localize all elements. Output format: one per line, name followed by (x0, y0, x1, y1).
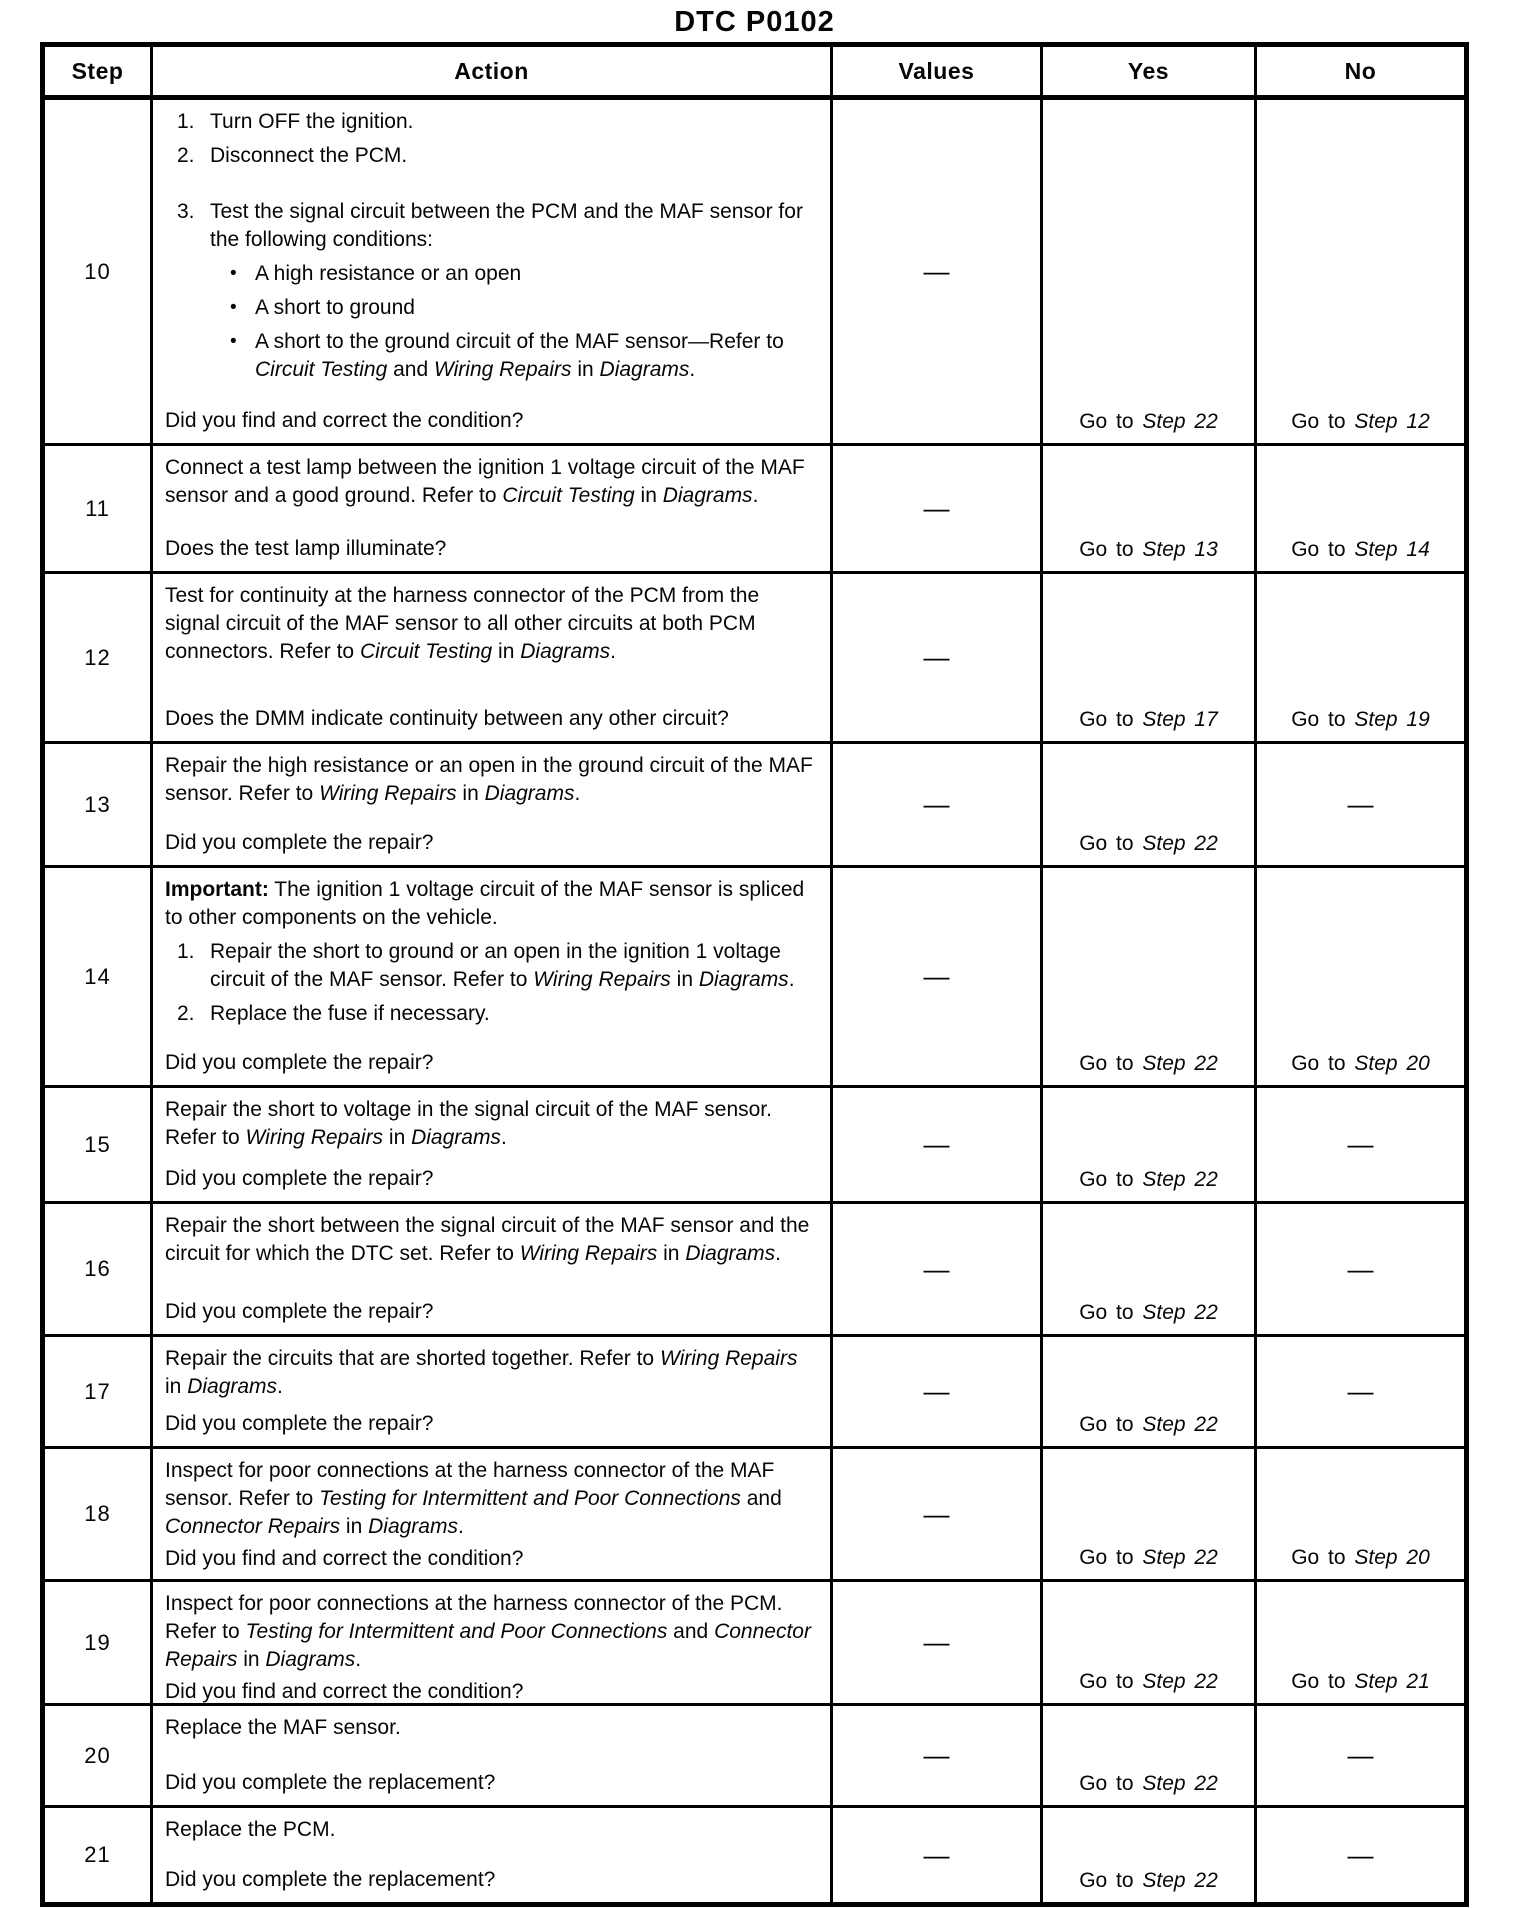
no-cell (1254, 868, 1464, 1085)
yes-cell (1040, 1706, 1254, 1805)
step-number-cell: 12 (84, 644, 111, 670)
header-cell-yes: Yes (1040, 47, 1254, 95)
bullet-icon: • (230, 331, 237, 352)
yes-cell (1040, 574, 1254, 741)
text-segment: Go to (1079, 1772, 1143, 1795)
no-cell: — (1254, 1204, 1464, 1334)
action-paragraph (165, 1345, 816, 1401)
text-segment: Wiring Repairs (533, 968, 671, 991)
text-segment: in (670, 968, 699, 991)
action-question (165, 1765, 816, 1797)
text-segment: in (165, 1375, 188, 1398)
text-segment: Diagrams (685, 1242, 776, 1265)
text-segment: Step 22 (1142, 1301, 1218, 1324)
table-row (45, 97, 1464, 443)
goto-text (1079, 1869, 1218, 1893)
text-segment: Go to (1291, 410, 1355, 433)
values-cell: — (830, 1088, 1040, 1201)
text-segment: Did you complete the repair? (165, 831, 434, 854)
dtc-table (40, 42, 1469, 1907)
text-segment: Did you complete the repair? (165, 1412, 434, 1435)
action-cell (150, 1204, 830, 1334)
text-segment: Diagrams (484, 782, 575, 805)
table-body (45, 97, 1464, 1902)
goto-text (1079, 1052, 1218, 1076)
text-segment: Diagrams (662, 484, 753, 507)
list-number: 2. (177, 144, 195, 167)
text-segment: Diagrams (520, 640, 611, 663)
text-segment: and (740, 1487, 782, 1510)
action-cell (150, 1706, 830, 1805)
values-cell: — (830, 574, 1040, 741)
step-number-cell: 14 (84, 963, 111, 989)
text-segment: Disconnect the PCM. (210, 144, 408, 167)
goto-text (1079, 1772, 1218, 1796)
text-segment: Repair the short to voltage in the signal circuit of the MAF sensor. Refer to (165, 1098, 772, 1149)
bullet-icon: • (230, 263, 237, 284)
action-question (165, 1862, 816, 1894)
text-segment: . (574, 782, 581, 805)
step-number-cell: 19 (84, 1629, 111, 1655)
text-segment: Go to (1291, 1546, 1355, 1569)
values-cell: — (830, 1706, 1040, 1805)
goto-text (1291, 1670, 1430, 1694)
text-segment: . (689, 358, 696, 381)
text-segment: Go to (1291, 708, 1355, 731)
yes-cell (1040, 1449, 1254, 1579)
text-segment: Did you complete the replacement? (165, 1771, 496, 1794)
text-segment: . (775, 1242, 782, 1265)
goto-text (1079, 538, 1218, 562)
text-segment: Step 22 (1142, 1869, 1218, 1892)
text-segment: Go to (1079, 1869, 1143, 1892)
action-question (165, 1406, 816, 1438)
list-number: 3. (177, 200, 195, 223)
action-paragraph (165, 938, 816, 994)
values-cell: — (830, 868, 1040, 1085)
text-segment: Step 17 (1142, 708, 1218, 731)
header-cell-values: Values (830, 47, 1040, 95)
table-header-row (45, 47, 1464, 97)
header-cell-action: Action (150, 47, 830, 95)
text-segment: Wiring Repairs (519, 1242, 658, 1265)
text-segment: Did you find and correct the condition? (165, 409, 524, 432)
text-segment: in (340, 1515, 369, 1538)
goto-text (1291, 1052, 1430, 1076)
table-row (45, 1446, 1464, 1579)
text-segment: Inspect for poor connections at the harness connector of the MAF sensor. Refer to (165, 1459, 775, 1510)
text-segment: Step 22 (1142, 1772, 1218, 1795)
text-segment: . (277, 1375, 283, 1398)
action-question (165, 403, 816, 435)
values-cell: — (830, 1808, 1040, 1902)
text-segment: in (492, 640, 521, 663)
text-segment: Did you find and correct the condition? (165, 1680, 524, 1703)
text-segment: Step 22 (1142, 410, 1218, 433)
action-paragraph (165, 1212, 816, 1268)
text-segment: Step 22 (1142, 832, 1218, 855)
table-row (45, 1334, 1464, 1446)
text-segment: Go to (1079, 410, 1143, 433)
step-number-cell: 17 (84, 1378, 111, 1404)
table-row (45, 1703, 1464, 1805)
no-cell: — (1254, 1808, 1464, 1902)
text-segment: in (456, 782, 485, 805)
text-segment: . (500, 1126, 507, 1149)
no-cell (1254, 446, 1464, 571)
list-number: 1. (177, 940, 195, 963)
text-segment: Connector Repairs (165, 1620, 811, 1671)
text-segment: Go to (1079, 1052, 1143, 1075)
action-paragraph (165, 108, 816, 136)
action-paragraph (165, 582, 816, 666)
values-cell: — (830, 1449, 1040, 1579)
action-paragraph (165, 142, 816, 170)
action-cell (150, 1449, 830, 1579)
step-number-cell: 16 (84, 1256, 111, 1281)
text-segment: Go to (1079, 708, 1143, 731)
action-paragraph (165, 260, 816, 288)
text-segment: Go to (1079, 1670, 1143, 1693)
goto-text (1291, 1546, 1430, 1570)
text-segment: The ignition 1 voltage circuit of the MAF sensor is spliced to other components on the vehicle. (165, 878, 805, 929)
action-question (165, 1294, 816, 1326)
text-segment: Circuit Testing (502, 484, 635, 507)
text-segment: Repair the high resistance or an open in the ground circuit of the MAF sensor. Refer to (165, 754, 813, 805)
step-number-cell: 10 (84, 258, 111, 284)
text-segment: in (657, 1242, 686, 1265)
yes-cell (1040, 1582, 1254, 1703)
text-segment: Repair the circuits that are shorted together. Refer to (165, 1347, 660, 1370)
goto-text (1291, 410, 1430, 434)
step-number-cell: 18 (84, 1501, 111, 1526)
text-segment: Connect a test lamp between the ignition 1 voltage circuit of the MAF sensor and a good ground. Refer to (165, 456, 805, 507)
table-row (45, 1085, 1464, 1201)
text-segment: Test the signal circuit between the PCM and the MAF sensor for the following conditions: (210, 200, 803, 251)
action-paragraph (165, 1590, 816, 1674)
text-segment: Wiring Repairs (319, 782, 457, 805)
text-segment: Connector Repairs (165, 1515, 341, 1538)
no-cell (1254, 1582, 1464, 1703)
table-row (45, 1805, 1464, 1902)
text-segment: in (571, 358, 600, 381)
text-segment: . (457, 1515, 464, 1538)
action-question (165, 1161, 816, 1193)
text-segment: Go to (1079, 1168, 1143, 1191)
text-segment: Step 22 (1142, 1670, 1218, 1693)
text-segment: Circuit Testing (359, 640, 493, 663)
no-cell (1254, 1449, 1464, 1579)
text-segment: Wiring Repairs (245, 1126, 384, 1149)
goto-text (1079, 410, 1218, 434)
text-segment: Step 20 (1354, 1546, 1430, 1569)
goto-text (1079, 1670, 1218, 1694)
text-segment: Go to (1079, 1546, 1143, 1569)
goto-text (1079, 708, 1218, 732)
text-segment: Go to (1079, 538, 1143, 561)
table-row (45, 571, 1464, 741)
action-paragraph (165, 198, 816, 254)
text-segment: Replace the MAF sensor. (165, 1716, 401, 1739)
action-cell (150, 1337, 830, 1446)
list-number: 1. (177, 110, 195, 133)
action-paragraph (165, 454, 816, 510)
values-cell: — (830, 1204, 1040, 1334)
text-segment: Step 21 (1354, 1670, 1430, 1693)
text-segment: Diagrams (265, 1648, 356, 1671)
action-paragraph (165, 876, 816, 932)
table-row (45, 1201, 1464, 1334)
text-segment: A short to the ground circuit of the MAF sensor—Refer to (255, 330, 784, 353)
yes-cell (1040, 1337, 1254, 1446)
text-segment: Diagrams (599, 358, 690, 381)
text-segment: Step 22 (1142, 1052, 1218, 1075)
text-segment: Repair the short between the signal circuit of the MAF sensor and the circuit for which the DTC set. Refer to (165, 1214, 810, 1265)
text-segment: Step 22 (1142, 1168, 1218, 1191)
text-segment: Does the DMM indicate continuity between any other circuit? (165, 707, 729, 730)
text-segment: Did you complete the repair? (165, 1167, 434, 1190)
header-cell-step: Step (71, 57, 124, 84)
text-segment: Testing for Intermittent and Poor Connections (245, 1620, 668, 1643)
table-row (45, 865, 1464, 1085)
text-segment: Diagrams (411, 1126, 501, 1149)
text-segment: and (387, 358, 434, 381)
text-segment: . (355, 1648, 362, 1671)
page-title: DTC P0102 (674, 6, 835, 38)
action-cell (150, 1088, 830, 1201)
no-cell (1254, 100, 1464, 443)
step-number-cell: 21 (84, 1842, 111, 1867)
text-segment: Test for continuity at the harness connector of the PCM from the signal circuit of the MAF sensor to all other circuits at both PCM connectors. Refer to (165, 584, 760, 663)
text-segment: Inspect for poor connections at the harness connector of the PCM. Refer to (165, 1592, 783, 1643)
text-segment: Circuit Testing (255, 358, 388, 381)
action-question (165, 1674, 816, 1703)
text-segment: Wiring Repairs (434, 358, 572, 381)
yes-cell (1040, 1204, 1254, 1334)
table-row (45, 443, 1464, 571)
text-segment: Go to (1079, 1413, 1143, 1436)
action-question (165, 825, 816, 857)
step-number-cell: 11 (85, 495, 110, 521)
goto-text (1079, 1301, 1218, 1325)
text-segment: Replace the fuse if necessary. (210, 1002, 490, 1025)
values-cell: — (830, 744, 1040, 865)
values-cell: — (830, 446, 1040, 571)
action-cell (150, 1808, 830, 1902)
text-segment: Step 22 (1142, 1546, 1218, 1569)
action-paragraph (165, 1457, 816, 1541)
text-segment: in (383, 1126, 412, 1149)
action-paragraph (165, 328, 816, 384)
header-cell-no: No (1254, 47, 1464, 95)
text-segment: Testing for Intermittent and Poor Connections (319, 1487, 741, 1510)
values-cell: — (830, 1582, 1040, 1703)
text-segment: Diagrams (698, 968, 789, 991)
goto-text (1079, 832, 1218, 856)
table-row (45, 1579, 1464, 1703)
text-segment: Step 19 (1354, 708, 1430, 731)
text-segment: Does the test lamp illuminate? (165, 537, 447, 560)
table-row (45, 741, 1464, 865)
step-number-cell: 15 (84, 1131, 111, 1157)
text-segment: Did you find and correct the condition? (165, 1547, 524, 1570)
text-segment: Important: (165, 878, 269, 901)
text-segment: Go to (1291, 1670, 1355, 1693)
text-segment: A short to ground (255, 296, 415, 319)
action-cell (150, 446, 830, 571)
action-cell (150, 100, 830, 443)
action-question (165, 701, 816, 733)
values-cell: — (830, 100, 1040, 443)
goto-text (1291, 708, 1430, 732)
text-segment: Go to (1291, 538, 1355, 561)
text-segment: Wiring Repairs (659, 1347, 798, 1370)
action-cell (150, 574, 830, 741)
action-paragraph (165, 1816, 816, 1844)
text-segment: Did you complete the repair? (165, 1300, 434, 1323)
step-number-cell: 20 (84, 1742, 111, 1768)
action-cell (150, 744, 830, 865)
yes-cell (1040, 1808, 1254, 1902)
yes-cell (1040, 868, 1254, 1085)
action-paragraph (165, 294, 816, 322)
step-number-cell: 13 (84, 791, 111, 817)
text-segment: Did you complete the repair? (165, 1051, 434, 1074)
action-paragraph (165, 752, 816, 808)
text-segment: Step 22 (1142, 1413, 1218, 1436)
text-segment: Diagrams (368, 1515, 458, 1538)
goto-text (1079, 1546, 1218, 1570)
text-segment: . (788, 968, 795, 991)
text-segment: . (752, 484, 759, 507)
yes-cell (1040, 1088, 1254, 1201)
list-number: 2. (177, 1002, 195, 1025)
text-segment: Step 14 (1354, 538, 1430, 561)
yes-cell (1040, 744, 1254, 865)
no-cell: — (1254, 1337, 1464, 1446)
action-question (165, 1045, 816, 1077)
action-paragraph (165, 1714, 816, 1742)
action-question (165, 531, 816, 563)
bullet-icon: • (230, 297, 237, 318)
text-segment: and (667, 1620, 715, 1643)
text-segment: Diagrams (187, 1375, 278, 1398)
text-segment: Step 20 (1354, 1052, 1430, 1075)
text-segment: Repair the short to ground or an open in the ignition 1 voltage circuit of the MAF sensor. Refer to (210, 940, 781, 991)
text-segment: in (634, 484, 663, 507)
text-segment: Step 12 (1354, 410, 1430, 433)
text-segment: Turn OFF the ignition. (210, 110, 414, 133)
text-segment: . (610, 640, 616, 663)
text-segment: in (237, 1648, 266, 1671)
values-cell: — (830, 1337, 1040, 1446)
action-cell (150, 868, 830, 1085)
text-segment: Go to (1291, 1052, 1355, 1075)
text-segment: Did you complete the replacement? (165, 1868, 496, 1891)
action-paragraph (165, 1096, 816, 1152)
text-segment: Replace the PCM. (165, 1818, 336, 1841)
text-segment: Go to (1079, 1301, 1143, 1324)
yes-cell (1040, 446, 1254, 571)
goto-text (1079, 1168, 1218, 1192)
text-segment: Step 13 (1142, 538, 1218, 561)
no-cell: — (1254, 744, 1464, 865)
action-question (165, 1541, 816, 1573)
action-cell (150, 1582, 830, 1703)
text-segment: A high resistance or an open (255, 262, 522, 285)
goto-text (1291, 538, 1430, 562)
yes-cell (1040, 100, 1254, 443)
no-cell (1254, 574, 1464, 741)
text-segment: Go to (1079, 832, 1143, 855)
no-cell: — (1254, 1706, 1464, 1805)
action-paragraph (165, 1000, 816, 1028)
goto-text (1079, 1413, 1218, 1437)
no-cell: — (1254, 1088, 1464, 1201)
